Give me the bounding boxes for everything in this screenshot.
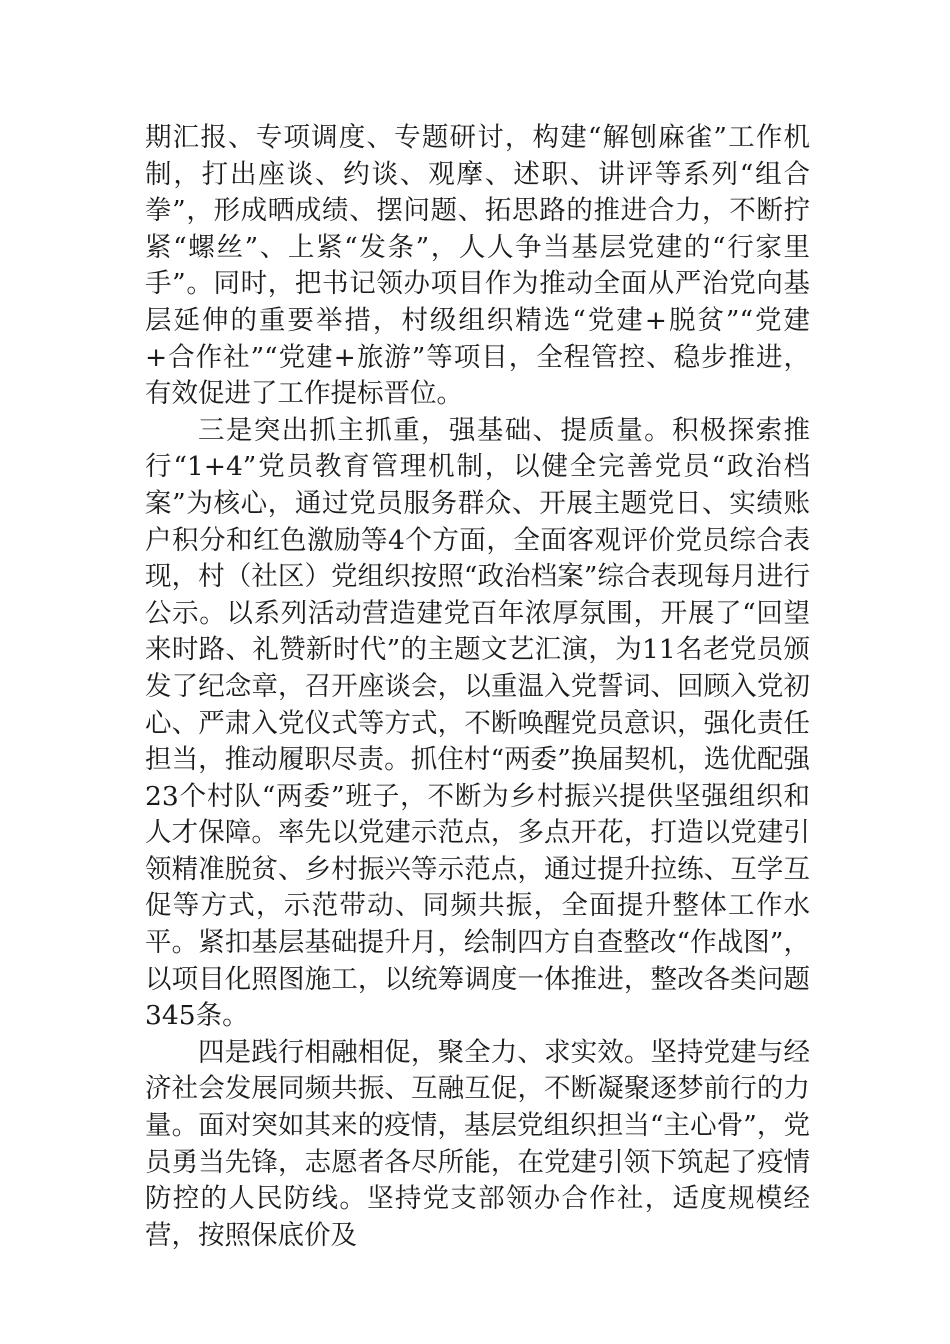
paragraph-continuation: 期汇报、专项调度、专题研讨，构建“解刨麻雀”工作机制，打出座谈、约谈、观摩、述职、讲评等系列“组合拳”，形成晒成绩、摆问题、拓思路的推进合力，不断拧紧“螺丝”、上紧“发条”，人人争当基层党建的“行家里手”。同时，把书记领办项目作为推动全面从严治党向基层延伸的重要举措，村级组织精选“党建+脱贫”“党建+合作社”“党建+旅游”等项目，全程管控、稳步推进，有效促进了工作提标晋位。 (145, 122, 810, 410)
document-body (145, 120, 810, 1254)
paragraph-point-three: 三是突出抓主抓重，强基础、提质量。积极探索推行“1+4”党员教育管理机制，以健全完善党员“政治档案”为核心，通过党员服务群众、开展主题党日、实绩账户积分和红色激励等4个方面，全面客观评价党员综合表现，村（社区）党组织按照“政治档案”综合表现每月进行公示。以系列活动营造建党百年浓厚氛围，开展了“回望来时路、礼赞新时代”的主题文艺汇演，为11名老党员颁发了纪念章，召开座谈会，以重温入党誓词、回顾入党初心、严肃入党仪式等方式，不断唤醒党员意识，强化责任担当，推动履职尽责。抓住村“两委”换届契机，选优配强23个村队“两委”班子，不断为乡村振兴提供坚强组织和人才保障。率先以党建示范点，多点开花，打造以党建引领精准脱贫、乡村振兴等示范点，通过提升拉练、互学互促等方式，示范带动、同频共振，全面提升整体工作水平。紧扣基层基础提升月，绘制四方自查整改“作战图”，以项目化照图施工，以统筹调度一体推进，整改各类问题345条。 (145, 414, 810, 1032)
paragraph-point-four: 四是践行相融相促，聚全力、求实效。坚持党建与经济社会发展同频共振、互融互促，不断凝聚逐梦前行的力量。面对突如其来的疫情，基层党组织担当“主心骨”，党员勇当先锋，志愿者各尽所能，在党建引领下筑起了疫情防控的人民防线。坚持党支部领办合作社，适度规模经营，按照保底价及 (145, 1036, 810, 1251)
